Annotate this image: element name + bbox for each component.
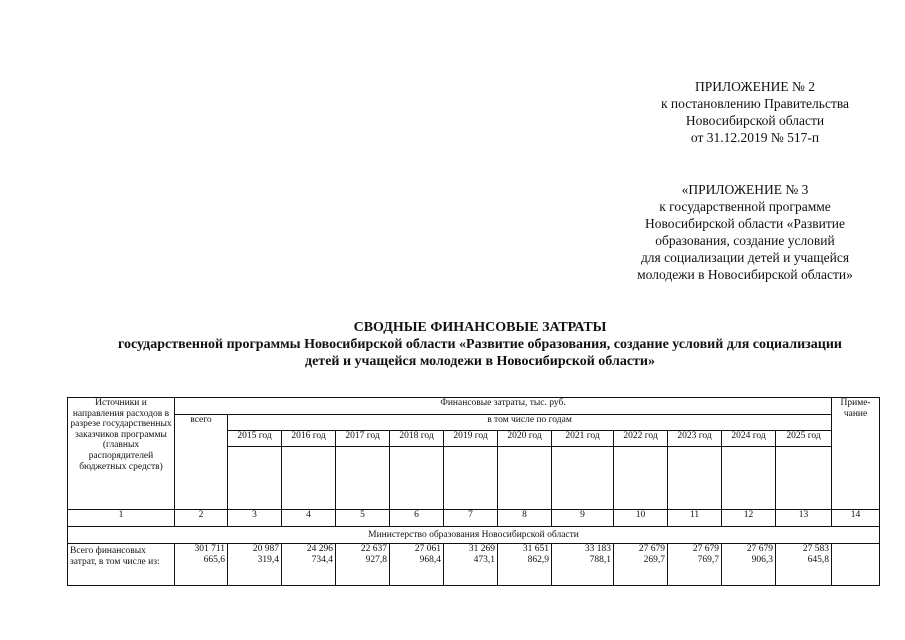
title-line: государственной программы Новосибирской области «Развитие образования, создание условий для социализации bbox=[118, 337, 842, 352]
value-int: 31 269 bbox=[468, 544, 495, 554]
header-year-blank bbox=[282, 447, 336, 510]
value-int: 24 296 bbox=[306, 544, 333, 554]
header-year: 2015 год bbox=[228, 431, 282, 447]
header-year-blank bbox=[552, 447, 614, 510]
value-frac: 645,8 bbox=[807, 555, 830, 565]
header-year-blank bbox=[390, 447, 444, 510]
appendix-2-line: от 31.12.2019 № 517-п bbox=[690, 130, 820, 145]
value-frac: 473,1 bbox=[473, 555, 495, 565]
header-by-year: в том числе по годам bbox=[228, 415, 832, 431]
column-number: 13 bbox=[776, 510, 832, 527]
value-cell-2023 bbox=[668, 544, 722, 586]
header-year: 2018 год bbox=[390, 431, 444, 447]
header-year-blank bbox=[336, 447, 390, 510]
value-frac: 862,9 bbox=[527, 555, 549, 565]
value-frac: 927,8 bbox=[365, 555, 387, 565]
header-year: 2020 год bbox=[498, 431, 552, 447]
value-int: 27 061 bbox=[414, 544, 441, 554]
value-int: 31 651 bbox=[522, 544, 549, 554]
header-year-blank bbox=[614, 447, 668, 510]
appendix-3-line: для социализации детей и учащейся bbox=[640, 250, 850, 265]
column-number: 1 bbox=[68, 510, 175, 527]
header-year-blank bbox=[776, 447, 832, 510]
header-year-blank bbox=[498, 447, 552, 510]
header-year: 2024 год bbox=[722, 431, 776, 447]
appendix-2-line: к постановлению Правительства bbox=[660, 96, 850, 111]
value-int: 27 679 bbox=[692, 544, 719, 554]
header-year-blank bbox=[444, 447, 498, 510]
appendix-3-line: образования, создание условий bbox=[655, 233, 835, 248]
header-year: 2025 год bbox=[776, 431, 832, 447]
appendix-3-header bbox=[615, 181, 875, 283]
value-int: 22 637 bbox=[360, 544, 387, 554]
column-number: 6 bbox=[390, 510, 444, 527]
value-cell-2020 bbox=[498, 544, 552, 586]
header-total: всего bbox=[175, 415, 228, 510]
appendix-2-line: Новосибирской области bbox=[685, 113, 825, 128]
title-line: СВОДНЫЕ ФИНАНСОВЫЕ ЗАТРАТЫ bbox=[353, 320, 607, 335]
value-int: 33 183 bbox=[584, 544, 611, 554]
title-line: детей и учащейся молодежи в Новосибирской области» bbox=[305, 354, 655, 369]
header-source: Источники и направления расходов в разрезе государственных заказчиков программы (главных распорядителей бюджетных средств) bbox=[68, 398, 175, 510]
value-frac: 665,6 bbox=[203, 555, 225, 565]
value-frac: 968,4 bbox=[419, 555, 441, 565]
value-cell-2025 bbox=[776, 544, 832, 586]
value-int: 20 987 bbox=[252, 544, 279, 554]
column-number: 9 bbox=[552, 510, 614, 527]
column-number: 2 bbox=[175, 510, 228, 527]
value-cell-2017 bbox=[336, 544, 390, 586]
value-frac: 788,1 bbox=[589, 555, 611, 565]
value-cell-total bbox=[175, 544, 228, 586]
row-note bbox=[832, 544, 880, 586]
column-number: 8 bbox=[498, 510, 552, 527]
value-frac: 906,3 bbox=[751, 555, 773, 565]
column-number: 11 bbox=[668, 510, 722, 527]
value-cell-2021 bbox=[552, 544, 614, 586]
value-cell-2016 bbox=[282, 544, 336, 586]
appendix-3-line: молодежи в Новосибирской области» bbox=[637, 267, 853, 282]
value-int: 301 711 bbox=[194, 544, 225, 554]
header-note: Приме-чание bbox=[832, 398, 880, 510]
header-year-blank bbox=[722, 447, 776, 510]
value-frac: 734,4 bbox=[311, 555, 333, 565]
header-year: 2023 год bbox=[668, 431, 722, 447]
appendix-3-line: «ПРИЛОЖЕНИЕ № 3 bbox=[681, 182, 809, 197]
appendix-2-line: ПРИЛОЖЕНИЕ № 2 bbox=[694, 79, 816, 94]
header-year: 2022 год bbox=[614, 431, 668, 447]
header-year: 2016 год bbox=[282, 431, 336, 447]
value-int: 27 679 bbox=[638, 544, 665, 554]
value-cell-2019 bbox=[444, 544, 498, 586]
row-label: Всего финансовых затрат, в том числе из: bbox=[68, 544, 175, 586]
appendix-3-line: Новосибирской области «Развитие bbox=[645, 216, 845, 231]
header-year: 2021 год bbox=[552, 431, 614, 447]
section-ministry: Министерство образования Новосибирской области bbox=[68, 527, 880, 544]
value-frac: 269,7 bbox=[643, 555, 665, 565]
document-title bbox=[60, 319, 900, 370]
header-year-blank bbox=[668, 447, 722, 510]
value-int: 27 583 bbox=[802, 544, 830, 554]
column-number: 4 bbox=[282, 510, 336, 527]
value-frac: 319,4 bbox=[257, 555, 279, 565]
column-number: 7 bbox=[444, 510, 498, 527]
value-cell-2024 bbox=[722, 544, 776, 586]
header-financial-costs: Финансовые затраты, тыс. руб. bbox=[175, 398, 832, 415]
column-number: 12 bbox=[722, 510, 776, 527]
value-frac: 769,7 bbox=[697, 555, 719, 565]
column-number: 10 bbox=[614, 510, 668, 527]
appendix-2-header bbox=[640, 78, 870, 146]
column-number: 14 bbox=[832, 510, 880, 527]
value-cell-2022 bbox=[614, 544, 668, 586]
column-number: 5 bbox=[336, 510, 390, 527]
value-cell-2018 bbox=[390, 544, 444, 586]
column-number: 3 bbox=[228, 510, 282, 527]
appendix-3-line: к государственной программе bbox=[659, 199, 831, 214]
header-year: 2017 год bbox=[336, 431, 390, 447]
financial-costs-table bbox=[67, 397, 880, 586]
value-cell-2015 bbox=[228, 544, 282, 586]
header-year: 2019 год bbox=[444, 431, 498, 447]
header-year-blank bbox=[228, 447, 282, 510]
value-int: 27 679 bbox=[746, 544, 773, 554]
